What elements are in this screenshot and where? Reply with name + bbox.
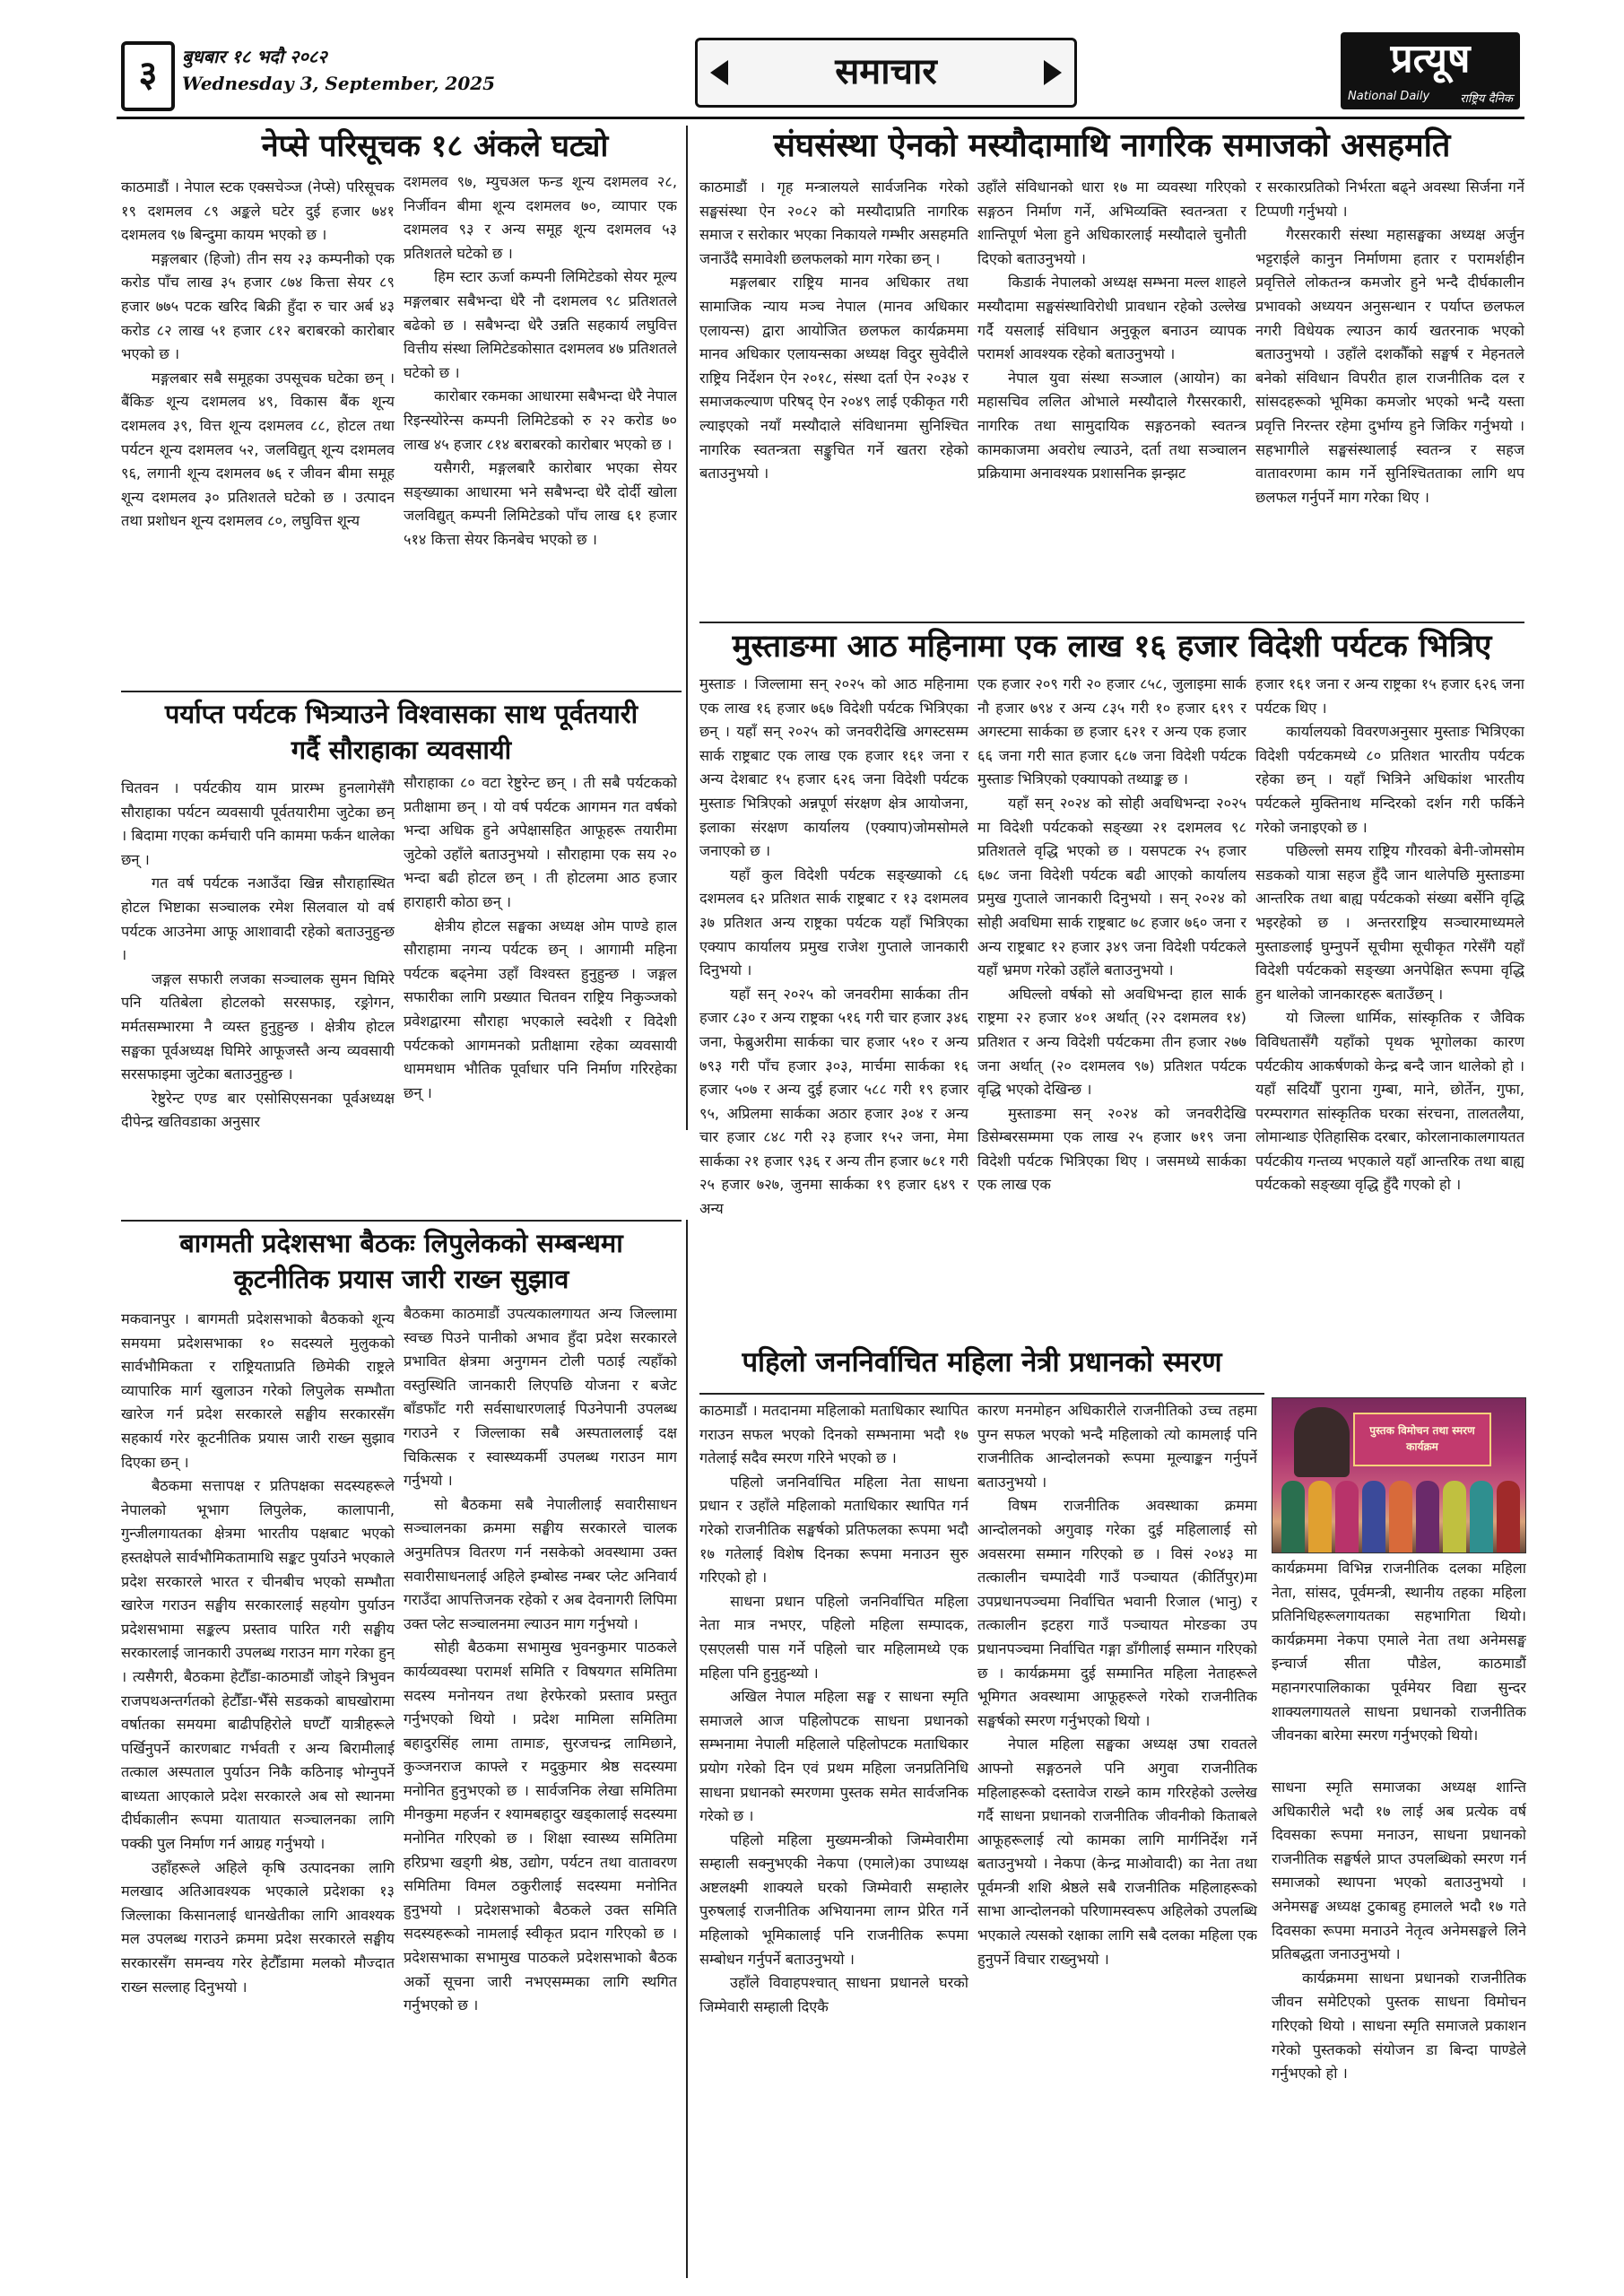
paragraph: गैरसरकारी संस्था महासङ्घका अध्यक्ष अर्जुन भट्टराईले कानुन निर्माणमा हतार र परामर्शहीन प्रवृत्तिले लोकतन्त्र कमजोर हुने भन्दै दीर्घकालीन प्रभावको अध्ययन अनुसन्धान र पर्याप्त छलफल नगरी विधेयक ल्याउन कार्य खतरनाक भएको बताउनुभयो । उहाँले दशकौँको सङ्घर्ष र मेहनतले बनेको संविधान विपरीत हाल राजनीतिक दल र सांसदहरूको भूमिका कमजोर भएको भन्दै यस्ता प्रवृत्ति निरन्तर रहेमा दुर्भाग्य हुने जिकिर गर्नुभयो । सहभागीले सङ्घसंस्थालाई स्वतन्त्र र सहज वातावरणमा काम गर्ने सुनिश्चितताका लागि थप छलफल गर्नुपर्ने माग गरेका थिए । [1255, 226, 1524, 506]
headline-line: कूटनीतिक प्रयास जारी राख्न सुझाव [233, 1264, 569, 1294]
paragraph: क्षेत्रीय होटल सङ्घका अध्यक्ष ओम पाण्डे हाल सौराहामा नगन्य पर्यटक छन् । आगामी महिना पर्यटक बढ्नेमा उहाँ विश्वस्त हुनुहुन्छ । जङ्गल सफारीका लागि प्रख्यात चितवन राष्ट्रिय निकुञ्जको प्रवेशद्वारमा सौराहा भएकाले स्वदेशी र विदेशी पर्यटकको आगमनको प्रतीक्षामा रहेका व्यवसायी धाममधाम भौतिक पूर्वाधार पनि निर्माण गरिरहेका छन् । [404, 917, 677, 1101]
section-title: समाचार [835, 51, 937, 92]
article-column [699, 1399, 968, 2278]
article-column [1255, 673, 1524, 1390]
person-figure [1335, 1481, 1359, 1552]
article-divider [699, 1393, 1264, 1395]
logo-sub-en: National Daily [1348, 90, 1430, 103]
paragraph: पहिलो महिला मुख्यमन्त्रीको जिम्मेवारीमा सम्हाली सक्नुभएकी नेकपा (एमाले)का उपाध्यक्ष अष्टलक्ष्मी शाक्यले घरको जिम्मेवारी सम्हालेर पुरुषलाई राजनीतिक अभियानमा लाग्न प्रेरित गर्ने महिलाको भूमिकालाई पनि राजनीतिक रूपमा सम्बोधन गर्नुपर्ने बताउनुभयो । [699, 1831, 968, 1968]
paragraph: जङ्गल सफारी लजका सञ्चालक सुमन घिमिरे पनि यतिबेला होटलको सरसफाइ, रङ्रोगन, मर्मतसम्भारमा नै व्यस्त हुनुहुन्छ । क्षेत्रीय होटल सङ्घका पूर्वअध्यक्ष घिमिरे आफूजस्तै अन्य व्यवसायी सरसफाइमा जुटेका बताउनुहुन्छ । [121, 970, 395, 1083]
arrow-left-icon [710, 60, 728, 85]
logo-sub-np: राष्ट्रिय दैनिक [1460, 92, 1513, 106]
paragraph: चितवन । पर्यटकीय याम प्रारम्भ हुनलागेसँगै सौराहाका पर्यटन व्यवसायी पूर्वतयारीमा जुटेका छन् । बिदामा गएका कर्मचारी पनि काममा फर्कन थालेका छन् । [121, 779, 395, 868]
paragraph: यो जिल्ला धार्मिक, सांस्कृतिक र जैविक विविधतासँगै यहाँको पृथक भूगोलका कारण पर्यटकीय आकर्षणको केन्द्र बन्दै जान थालेको हो । यहाँ सदियौँ पुराना गुम्बा, माने, छोर्तेन, गुफा, परम्परागत सांस्कृतिक घरका संरचना, तालतलैया, लोमान्थाङ ऐतिहासिक दरबार, कोरलानाकालगायतत पर्यटकीय गन्तव्य भएकाले यहाँ आन्तरिक तथा बाह्य पर्यटकको सङ्ख्या वृद्धि हुँदै गएको हो । [1255, 1009, 1524, 1194]
paragraph: मुस्ताङ । जिल्लामा सन् २०२५ को आठ महिनामा एक लाख १६ हजार ७६७ विदेशी पर्यटक भित्रिएका छन् । यहाँ सन् २०२५ को जनवरीदेखि अगस्टसम्म सार्क राष्ट्रबाट एक लाख एक हजार १६१ जना र अन्य देशबाट १५ हजार ६२६ जना विदेशी पर्यटक मुस्ताङ भित्रिएको अन्नपूर्ण संरक्षण क्षेत्र आयोजना, इलाका संरक्षण कार्यालय (एक्याप)जोमसोमले जनाएको छ । [699, 675, 968, 860]
article-headline: मुस्ताङमा आठ महिनामा एक लाख १६ हजार विदेशी पर्यटक भित्रिए [732, 629, 1492, 665]
paragraph: मुस्ताङमा सन् २०२४ को जनवरीदेखि डिसेम्बरसम्ममा एक लाख २५ हजार ७१९ जना विदेशी पर्यटक भित्रिएका थिए । जसमध्ये सार्कका एक लाख एक [977, 1104, 1246, 1194]
paragraph: कारोबार रकमका आधारमा सबैभन्दा धेरै नेपाल रिइन्स्योरेन्स कम्पनी लिमिटेडको रु २२ करोड ७० लाख ४५ हजार ८१४ बराबरको कारोबार भएको छ । [404, 387, 677, 453]
article-column [699, 176, 968, 617]
headline-line: पर्याप्त पर्यटक भित्र्याउने विश्वासका साथ पूर्वतयारी [164, 699, 638, 729]
column-divider [686, 126, 688, 1130]
masthead [121, 32, 1520, 115]
paragraph: उहाँहरूले अहिले कृषि उत्पादनका लागि मलखाद अतिआवश्यक भएकाले प्रदेशका १३ जिल्लाका किसानलाई धानखेतीका लागि आवश्यक मल उपलब्ध गराउने क्रममा प्रदेश सरकारले सङ्घीय सरकारसँग समन्वय गरेर हेटौँडामा मलको मौज्दात राख्न सल्लाह दिनुभयो । [121, 1858, 395, 1996]
paragraph: पछिल्लो समय राष्ट्रिय गौरवको बेनी-जोमसोम सडकको यात्रा सहज हुँदै जान थालेपछि मुस्ताङमा आन्तरिक तथा बाह्य पर्यटकको संख्या बर्सेनि वृद्धि भइरहेको छ । अन्तरराष्ट्रिय सञ्चारमाध्यमले मुस्ताङलाई घुम्नुपर्ने सूचीमा सूचीकृत गरेसँगै यहाँ विदेशी पर्यटकको सङ्ख्या अनपेक्षित रूपमा वृद्धि हुन थालेको जानकारहरू बताउँछन् । [1255, 842, 1524, 1003]
article-column [1272, 1776, 1526, 2278]
paragraph: नेपाल महिला सङ्घका अध्यक्ष उषा रावतले आफ्नो सङ्गठनले पनि अगुवा राजनीतिक महिलाहरूको दस्तावेज राख्ने काम गरिरहेको उल्लेख गर्दै साधना प्रधानको राजनीतिक जीवनीको किताबले आफूहरूलाई त्यो कामका लागि मार्गनिर्देश गर्ने बताउनुभयो । नेकपा (केन्द्र माओवादी) का नेता तथा पूर्वमन्त्री शशि श्रेष्ठले सबै राजनीतिक महिलाहरूको साभा आन्दोलनको परिणामस्वरूप अहिलेको उपलब्धि भएकाले त्यसको रक्षाका लागि सबै दलका महिला एक हुनुपर्ने विचार राख्नुभयो । [977, 1735, 1257, 1968]
article-divider [121, 691, 682, 692]
article-headline [121, 1225, 682, 1297]
person-figure [1443, 1481, 1466, 1552]
article-column [404, 1302, 677, 2276]
paragraph: काठमाडौं । मतदानमा महिलाको मताधिकार स्थापित गराउन सफल भएको दिनको सम्भनामा भदौ १७ गतेलाई सदैव स्मरण गरिने भएको छ । [699, 1402, 968, 1467]
paragraph: उहाँले संविधानको धारा १७ मा व्यवस्था गरिएको सङ्गठन निर्माण गर्ने, अभिव्यक्ति स्वतन्त्रता र शान्तिपूर्ण भेला हुने अधिकारलाई मस्यौदाले चुनौती दिएको बताउनुभयो । [977, 178, 1246, 267]
person-figure [1308, 1481, 1332, 1552]
paragraph: हजार १६१ जना र अन्य राष्ट्रका १५ हजार ६२६ जना पर्यटक थिए । [1255, 675, 1524, 717]
paragraph: काठमाडौं । नेपाल स्टक एक्सचेञ्ज (नेप्से) परिसूचक १९ दशमलव ८९ अङ्कले घटेर दुई हजार ७४१ दशमलव ९७ बिन्दुमा कायम भएको छ । [121, 178, 395, 244]
paragraph: मङ्गलबार राष्ट्रिय मानव अधिकार तथा सामाजिक न्याय मञ्च नेपाल (मानव अधिकार एलायन्स) द्वारा आयोजित छलफल कार्यक्रममा मानव अधिकार एलायन्सका अध्यक्ष विदुर सुवेदीले राष्ट्रिय निर्देशन ऐन २०१८, संस्था दर्ता ऐन २०३४ र समाजकल्याण परिषद् ऐन २०४९ लाई एकीकृत गरी ल्याइएको नयाँ मस्यौदाले संविधानमा सुनिश्चित नागरिक स्वतन्त्रता सङ्कुचित गर्ने खतरा रहेको बताउनुभयो । [699, 274, 968, 483]
paragraph: मङ्गलबार सबै समूहका उपसूचक घटेका छन् । बैंकिङ शून्य दशमलव ४९, विकास बैंक शून्य दशमलव ३९, वित्त शून्य दशमलव ८८, होटल तथा पर्यटन शून्य दशमलव ५२, जलविद्युत् शून्य दशमलव ९६, लगानी शून्य दशमलव ७६ र जीवन बीमा समूह शून्य दशमलव ३० प्रतिशतले घटेको छ । उत्पादन तथा प्रशोधन शून्य दशमलव ८०, लघुवित्त शून्य [121, 369, 395, 530]
logo-name: प्रत्यूष [1390, 36, 1471, 82]
article-column [977, 1399, 1257, 2278]
photo-caption [1272, 1557, 1526, 1772]
photo-banner-text: पुस्तक विमोचन तथा स्मरण कार्यक्रम [1369, 1424, 1475, 1453]
paragraph: एक हजार २०९ गरी २० हजार ८५८, जुलाइमा सार्क नौ हजार ७९४ र अन्य ८३५ गरी १० हजार ६१९ र अगस्टमा सार्कका छ हजार ६२१ र अन्य एक हजार ६६ जना गरी सात हजार ६८७ जना विदेशी पर्यटक मुस्ताङ भित्रिएको एक्यापको तथ्याङ्क छ । [977, 675, 1246, 788]
article-headline: नेप्से परिसूचक १८ अंकले घट्यो [261, 128, 609, 164]
article-column [1255, 176, 1524, 617]
person-figure [1389, 1481, 1412, 1552]
article-divider [699, 622, 1524, 623]
paragraph: कार्यक्रममा विभिन्न राजनीतिक दलका महिला नेता, सांसद, पूर्वमन्त्री, स्थानीय तहका महिला प्रतिनिधिहरूलगायतका सहभागिता थियो। कार्यक्रममा नेकपा एमाले नेता तथा अनेमसङ्घ इन्चार्ज सीता पौडेल, काठमाडौं महानगरपालिकाका पूर्वमेयर विद्या सुन्दर शाक्यलगायतले साधना प्रधानको राजनीतिक जीवनका बारेमा स्मरण गर्नुभएको थियो। [1272, 1560, 1526, 1744]
paragraph: कार्यालयको विवरणअनुसार मुस्ताङ भित्रिएका विदेशी पर्यटकमध्ये ८० प्रतिशत भारतीय पर्यटक रहेका छन् । यहाँ भित्रिने अधिकांश भारतीय पर्यटकले मुक्तिनाथ मन्दिरको दर्शन गरी फर्किने गरेको जनाइएको छ । [1255, 723, 1524, 836]
paragraph: यहाँ सन् २०२५ को जनवरीमा सार्कका तीन हजार ८३० र अन्य राष्ट्रका ५१६ गरी चार हजार ३४६ जना, फेब्रुअरीमा सार्कका चार हजार ५१० र अन्य ७९३ गरी पाँच हजार ३०३, मार्चमा सार्कका १६ हजार ५०७ र अन्य दुई हजार ५८८ गरी १९ हजार ९५, अप्रिलमा सार्कका अठार हजार ३०४ र अन्य चार हजार ८४८ गरी २३ हजार १५२ जना, मेमा सार्कका २१ हजार ९३६ र अन्य तीन हजार ७८१ गरी २५ हजार ७२७, जुनमा सार्कका १९ हजार ६४९ र अन्य [699, 985, 968, 1218]
paragraph: कार्यक्रममा साधना प्रधानको राजनीतिक जीवन समेटिएको पुस्तक साधना विमोचन गरिएको थियो । साधना स्मृति समाजले प्रकाशन गरेको पुस्तकको संयोजन डा बिन्दा पाण्डेले गर्नुभएको हो । [1272, 1969, 1526, 2083]
paragraph: बैठकमा सत्तापक्ष र प्रतिपक्षका सदस्यहरूले नेपालको भूभाग लिपुलेक, कालापानी, गुन्जीलगायतका क्षेत्रमा भारतीय पक्षबाट भएको हस्तक्षेपले सार्वभौमिकतामाथि सङ्कट पुर्याउने भएकाले प्रदेश सरकारले भारत र चीनबीच भएको सम्भौता खारेज गराउन सङ्घीय सरकारलाई सहयोग पुर्याउन प्रदेशसभामा सङ्कल्प प्रस्ताव पारित गरी सङ्घीय सरकारलाई जानकारी उपलब्ध गराउन माग गरेका हुन् । त्यसैगरी, बैठकमा हेटौँडा-काठमाडौं जोड्ने त्रिभुवन राजपथअन्तर्गतको हेटौँडा-भैँसे सडकको बाघखोरामा वर्षातका समयमा बाढीपहिरोले घण्टौँ यात्रीहरूले पर्खिनुपर्ने कारणबाट गर्भवती र अन्य बिरामीलाई तत्काल अस्पताल पुर्याउन निकै कठिनाइ भोग्नुपर्ने बाध्यता आएकाले प्रदेश सरकारले अब सो स्थानमा दीर्घकालीन रूपमा यातायात सञ्चालनका लागि पक्की पुल निर्माण गर्न आग्रह गर्नुभयो । [121, 1477, 395, 1853]
paragraph: काठमाडौं । गृह मन्त्रालयले सार्वजनिक गरेको सङ्घसंस्था ऐन २०८२ को मस्यौदाप्रति नागरिक समाज र सरोकार भएका निकायले गम्भीर असहमति जनाउँदै समावेशी छलफलको माग गरेका छन् । [699, 178, 968, 267]
date-nepali: बुधबार १८ भदौ २०८२ [182, 46, 327, 67]
article-headline [121, 696, 682, 768]
person-figure [1281, 1481, 1305, 1552]
paragraph: किडार्क नेपालको अध्यक्ष सम्भना मल्ल शाहले मस्यौदामा सङ्घसंस्थाविरोधी प्रावधान रहेको उल्लेख गर्दै यसलाई संविधान अनुकूल बनाउन व्यापक परामर्श आवश्यक रहेको बताउनुभयो । [977, 274, 1246, 363]
column-divider [686, 1220, 688, 2278]
paragraph: विषम राजनीतिक अवस्थाका क्रममा आन्दोलनको अगुवाइ गरेका दुई महिलालाई सो अवसरमा सम्मान गरिएको छ । विसं २०४३ मा तत्कालीन चम्पादेवी गाउँ पञ्चायत (कीर्तिपुर)मा उपप्रधानपञ्चमा निर्वाचित भवानी रिजाल (भानु) र तत्कालीन इटहरा गाउँ पञ्चायत मोरङका उप प्रधानपञ्चमा निर्वाचित गङ्गा डाँगीलाई सम्मान गरिएको छ । कार्यक्रममा दुई सम्मानित महिला नेताहरूले भूमिगत अवस्थामा आफूहरूले गरेको राजनीतिक सङ्घर्षको स्मरण गर्नुभएको थियो । [977, 1497, 1257, 1729]
paragraph: अघिल्लो वर्षको सो अवधिभन्दा हाल सार्क राष्ट्रमा २२ हजार ४०१ अर्थात् (२२ दशमलव १४) प्रतिशत र अन्य विदेशी पर्यटकमा तीन हजार २७७ जना अर्थात् (२० दशमलव ९७) प्रतिशत पर्यटक वृद्धि भएको देखिन्छ । [977, 985, 1246, 1099]
paragraph: उहाँले विवाहपश्चात् साधना प्रधानले घरको जिम्मेवारी सम्हाली दिएकै [699, 1974, 968, 2015]
headline-line: गर्दै सौराहाका व्यवसायी [291, 735, 512, 765]
paragraph: सो बैठकमा सबै नेपालीलाई सवारीसाधन सञ्चालनका क्रममा सङ्घीय सरकारले चालक अनुमतिपत्र वितरण गर्न नसकेको अवस्थामा उक्त सवारीसाधनलाई अहिले इम्बोस्ड नम्बर प्लेट अनिवार्य गराउँदा आपत्तिजनक रहेको र अब देवनागरी लिपिमा उक्त प्लेट सञ्चालनमा ल्याउन माग गर्नुभयो । [404, 1495, 677, 1632]
article-column [404, 771, 677, 1216]
article-divider [121, 1220, 682, 1222]
paragraph: नेपाल युवा संस्था सञ्जाल (आयोन) का महासचिव ललित ओभाले मस्यौदाले गैरसरकारी, नागरिक तथा सामुदायिक सङ्गठनको स्वतन्त्र कामकाजमा अवरोध ल्याउने, दर्ता तथा सञ्चालन प्रक्रियामा अनावश्यक प्रशासनिक झन्झट [977, 369, 1246, 483]
section-banner [695, 38, 1077, 108]
paragraph: दशमलव ९७, म्युचअल फन्ड शून्य दशमलव २८, निर्जीवन बीमा शून्य दशमलव ७०, व्यापार एक दशमलव ९३ र अन्य समूह शून्य दशमलव ५३ प्रतिशतले घटेको छ । [404, 173, 677, 262]
paragraph: हिम स्टार ऊर्जा कम्पनी लिमिटेडको सेयर मूल्य मङ्गलबार सबैभन्दा धेरै नौ दशमलव ९८ प्रतिशतले बढेको छ । सबैभन्दा धेरै उन्नति सहकार्य लघुवित्त वित्तीय संस्था लिमिटेडकोसात दशमलव ४७ प्रतिशतले घटेको छ । [404, 268, 677, 381]
article-column [699, 673, 968, 1390]
newspaper-logo [1341, 32, 1520, 109]
article-column [121, 777, 395, 1216]
paragraph: र सरकारप्रतिको निर्भरता बढ्ने अवस्था सिर्जना गर्ने टिप्पणी गर्नुभयो । [1255, 178, 1524, 220]
person-figure [1497, 1481, 1520, 1552]
paragraph: सोही बैठकमा सभामुख भुवनकुमार पाठकले कार्यव्यवस्था परामर्श समिति र विषयगत समितिमा सदस्य मनोनयन तथा हेरफेरको प्रस्ताव प्रस्तुत गर्नुभएको थियो । प्रदेश मामिला समितिमा बहादुरसिंह लामा तामाङ, सुरजचन्द्र लामिछाने, कुञ्जनराज काफ्ले र मदुकुमार श्रेष्ठ सदस्यमा मनोनित हुनुभएको छ । सार्वजनिक लेखा समितिमा मीनकुमा महर्जन र श्यामबहादुर खड्कालाई सदस्यमा मनोनित गरिएको छ । शिक्षा स्वास्थ्य समितिमा हरिप्रभा खड्गी श्रेष्ठ, उद्योग, पर्यटन तथा वातावरण समितिमा विमल ठकुरीलाई सदस्यमा मनोनित हुनुभयो । प्रदेशसभाको बैठकले उक्त समिति सदस्यहरूको नामलाई स्वीकृत प्रदान गरिएको छ । प्रदेशसभाका सभामुख पाठकले प्रदेशसभाको बैठक अर्को सूचना जारी नभएसम्मका लागि स्थगित गर्नुभएको छ । [404, 1639, 677, 2014]
arrow-right-icon [1044, 60, 1062, 85]
paragraph: बैठकमा काठमाडौं उपत्यकालगायत अन्य जिल्लामा स्वच्छ पिउने पानीको अभाव हुँदा प्रदेश सरकारले प्रभावित क्षेत्रमा अनुगमन टोली पठाई त्यहाँको वस्तुस्थिति जानकारी लिएपछि योजना र बजेट बाँडफाँट गरी सर्वसाधारणलाई पिउनेपानी उपलब्ध गराउने र जिल्लाका सबै अस्पताललाई दक्ष चिकित्सक र स्वास्थ्यकर्मी उपलब्ध गराउन माग गर्नुभयो । [404, 1305, 677, 1490]
paragraph: पहिलो जननिर्वाचित महिला नेता साधना प्रधान र उहाँले महिलाको मताधिकार स्थापित गर्न गरेको राजनीतिक सङ्घर्षको प्रतिफलका रूपमा भदौ १७ गतेलाई विशेष दिनका रूपमा मनाउन सुरु गरिएको हो । [699, 1473, 968, 1587]
person-figure [1470, 1481, 1493, 1552]
paragraph: मङ्गलबार (हिजो) तीन सय २३ कम्पनीको एक करोड पाँच लाख ३५ हजार ८७४ कित्ता सेयर ८९ हजार ७७५ पटक खरिद बिक्री हुँदा रु चार अर्ब ४३ करोड ८२ लाख ५१ हजार ८१२ बराबरको कारोबार भएको छ । [121, 249, 395, 363]
article-headline: संघसंस्था ऐनको मस्यौदामाथि नागरिक समाजको असहमति [773, 127, 1451, 164]
paragraph: रेष्टुरेन्ट एण्ड बार एसोसिएसनका पूर्वअध्यक्ष दीपेन्द्र खतिवडाका अनुसार [121, 1089, 395, 1131]
paragraph: साधना प्रधान पहिलो जननिर्वाचित महिला नेता मात्र नभएर, पहिलो महिला सम्पादक, एसएलसी पास गर्ने पहिलो चार महिलामध्ये एक महिला पनि हुनुहुन्थ्यो । [699, 1592, 968, 1682]
date-english: Wednesday 3, September, 2025 [182, 73, 496, 94]
paragraph: यहाँ कुल विदेशी पर्यटक सङ्ख्याको ८६ दशमलव ६२ प्रतिशत सार्क राष्ट्रबाट र १३ दशमलव ३७ प्रतिशत अन्य राष्ट्रका पर्यटक यहाँ भित्रिएका एक्याप कार्यालय प्रमुख राजेश गुप्ताले जानकारी दिनुभयो । [699, 865, 968, 979]
person-figure [1362, 1481, 1385, 1552]
article-headline: पहिलो जननिर्वाचित महिला नेत्री प्रधानको स्मरण [699, 1342, 1264, 1383]
article-column [977, 673, 1246, 1390]
headline-line: बागमती प्रदेशसभा बैठकः लिपुलेकको सम्बन्धमा [179, 1228, 623, 1258]
article-column [404, 170, 677, 687]
paragraph: सौराहाका ८० वटा रेष्टुरेन्ट छन् । ती सबै पर्यटकको प्रतीक्षामा छन् । यो वर्ष पर्यटक आगमन गत वर्षको भन्दा अधिक हुने अपेक्षासहित आफूहरू तयारीमा जुटेको उहाँले बताउनुभयो । सौराहामा एक सय २० भन्दा बढी होटल छन् । ती होटलमा आठ हजार हाराहारी कोठा छन् । [404, 774, 677, 910]
paragraph: साधना स्मृति समाजका अध्यक्ष शान्ति अधिकारीले भदौ १७ लाई अब प्रत्येक वर्ष दिवसका रूपमा मनाउन, साधना प्रधानको राजनीतिक सङ्घर्षले प्राप्त उपलब्धिको स्मरण गर्न समाजको स्थापना भएको बताउनुभयो । अनेमसङ्घ अध्यक्ष टुकाबहु हमालले भदौ १७ गते दिवसका रूपमा मनाउने नेतृत्व अनेमसङ्घले लिने प्रतिबद्धता जनाउनुभयो । [1272, 1779, 1526, 1963]
masthead-divider [117, 117, 1524, 119]
paragraph: यसैगरी, मङ्गलबारै कारोबार भएका सेयर सङ्ख्याका आधारमा भने सबैभन्दा धेरै दोर्दी खोला जलविद्युत् कम्पनी लिमिटेडको पाँच लाख ६१ हजार ५१४ कित्ता सेयर किनबेच भएको छ । [404, 459, 677, 548]
paragraph: कारण मनमोहन अधिकारीले राजनीतिको उच्च तहमा पुग्न सफल भएको भन्दै महिलाको त्यो कामलाई पनि राजनीतिक आन्दोलनको रूपमा मूल्याङ्कन गर्नुपर्ने बताउनुभयो । [977, 1402, 1257, 1491]
paragraph: अखिल नेपाल महिला सङ्घ र साधना स्मृति समाजले आज पहिलोपटक साधना प्रधानको सम्भनामा नेपाली महिलाले पहिलोपटक मताधिकार प्रयोग गरेको दिन एवं प्रथम महिला जनप्रतिनिधि साधना प्रधानको स्मरणमा पुस्तक समेत सार्वजनिक गरेको छ । [699, 1688, 968, 1825]
photo-banner [1353, 1413, 1491, 1466]
paragraph: यहाँ सन् २०२४ को सोही अवधिभन्दा २०२५ मा विदेशी पर्यटकको सङ्ख्या २१ दशमलव ९८ प्रतिशतले वृद्धि भएको छ । यसपटक २५ हजार ६७८ जना विदेशी पर्यटक बढी आएको कार्यालय प्रमुख गुप्ताले जानकारी दिनुभयो । सन् २०२४ को सोही अवधिमा सार्क राष्ट्रबाट ७८ हजार ७६० जना र अन्य राष्ट्रबाट १२ हजार ३४९ जना विदेशी पर्यटकले यहाँ भ्रमण गरेको उहाँले बताउनुभयो । [977, 794, 1246, 979]
article-column [977, 176, 1246, 617]
paragraph: मकवानपुर । बागमती प्रदेशसभाको बैठकको शून्य समयमा प्रदेशसभाका १० सदस्यले मुलुकको सार्वभौमिकता र राष्ट्रियताप्रति छिमेकी राष्ट्रले व्यापारिक मार्ग खुलाउन गरेको लिपुलेक सम्भौता खारेज गर्न प्रदेश सरकारले सङ्घीय सरकारसँग सहकार्य गरेर कूटनीतिक प्रयास जारी राख्न सुझाव दिएका छन् । [121, 1310, 395, 1471]
person-figure [1416, 1481, 1439, 1552]
portrait-image [1294, 1407, 1350, 1477]
issue-date [182, 43, 495, 97]
article-column [121, 176, 395, 687]
paragraph: गत वर्ष पर्यटक नआउँदा खिन्न सौराहास्थित होटल भिष्टाका सञ्चालक रमेश सिलवाल यो वर्ष पर्यटक आउनेमा आफू आशावादी रहेको बताउनुहुन्छ । [121, 874, 395, 964]
event-photo [1272, 1397, 1526, 1553]
page-number: ३ [121, 41, 175, 111]
article-column [121, 1308, 395, 2276]
